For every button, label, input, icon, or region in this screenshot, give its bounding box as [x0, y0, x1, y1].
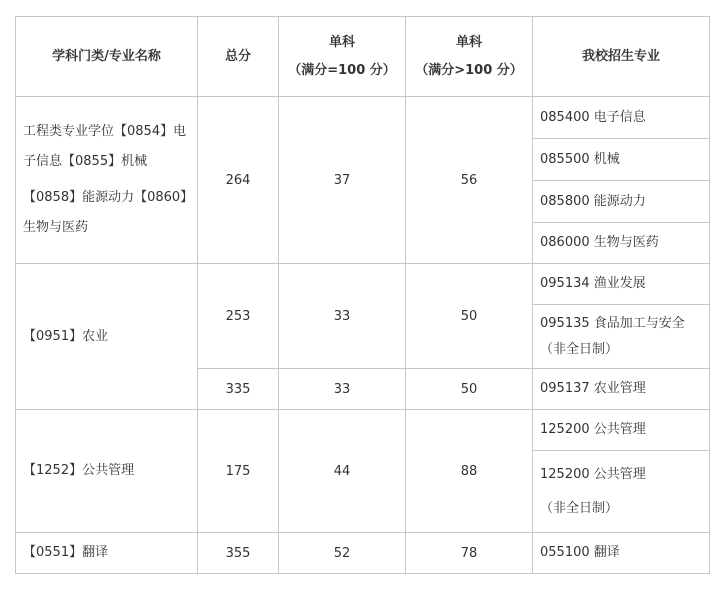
header-single-100-line2: （满分=100 分） — [288, 62, 396, 78]
discipline-cell: 【0951】农业 — [16, 264, 198, 410]
total-score-cell: 175 — [198, 410, 279, 533]
header-majors: 我校招生专业 — [533, 17, 710, 97]
major-cell: 085500 机械 — [533, 139, 710, 181]
major-cell: 055100 翻译 — [533, 533, 710, 574]
table-row — [16, 410, 710, 451]
major-cell: 085400 电子信息 — [533, 97, 710, 139]
header-single-100 — [279, 17, 406, 97]
table-row — [16, 533, 710, 574]
major-cell: 095137 农业管理 — [533, 369, 710, 410]
major-text: 125200 公共管理 — [540, 466, 646, 482]
table-row — [16, 264, 710, 305]
single-100-cell: 44 — [279, 410, 406, 533]
major-cell: 085800 能源动力 — [533, 181, 710, 223]
header-discipline: 学科门类/专业名称 — [16, 17, 198, 97]
header-single-gt100-line1: 单科 — [455, 34, 482, 50]
table-row — [16, 97, 710, 139]
single-gt100-cell: 78 — [406, 533, 533, 574]
major-text: （非全日制） — [540, 500, 619, 516]
total-score-cell: 264 — [198, 97, 279, 264]
single-100-cell: 33 — [279, 264, 406, 369]
total-score-cell: 335 — [198, 369, 279, 410]
major-cell: 095134 渔业发展 — [533, 264, 710, 305]
major-cell: 086000 生物与医药 — [533, 223, 710, 264]
total-score-cell: 253 — [198, 264, 279, 369]
discipline-text: 工程类专业学位【0854】电子信息【0855】机械 — [23, 124, 187, 169]
header-single-gt100 — [406, 17, 533, 97]
single-gt100-cell: 56 — [406, 97, 533, 264]
total-score-cell: 355 — [198, 533, 279, 574]
header-row — [16, 17, 710, 97]
single-gt100-cell: 50 — [406, 264, 533, 369]
header-total: 总分 — [198, 17, 279, 97]
major-cell: 095135 食品加工与安全（非全日制） — [533, 305, 710, 369]
single-gt100-cell: 88 — [406, 410, 533, 533]
score-table — [15, 16, 710, 574]
major-cell: 125200 公共管理 — [533, 410, 710, 451]
discipline-cell — [16, 97, 198, 264]
discipline-text: 【0858】能源动力【0860】生物与医药 — [23, 190, 187, 235]
header-single-100-line1: 单科 — [328, 34, 355, 50]
discipline-cell: 【1252】公共管理 — [16, 410, 198, 533]
discipline-cell: 【0551】翻译 — [16, 533, 198, 574]
single-100-cell: 52 — [279, 533, 406, 574]
major-cell — [533, 451, 710, 533]
single-100-cell: 33 — [279, 369, 406, 410]
single-gt100-cell: 50 — [406, 369, 533, 410]
single-100-cell: 37 — [279, 97, 406, 264]
header-single-gt100-line2: （满分>100 分） — [415, 62, 523, 78]
